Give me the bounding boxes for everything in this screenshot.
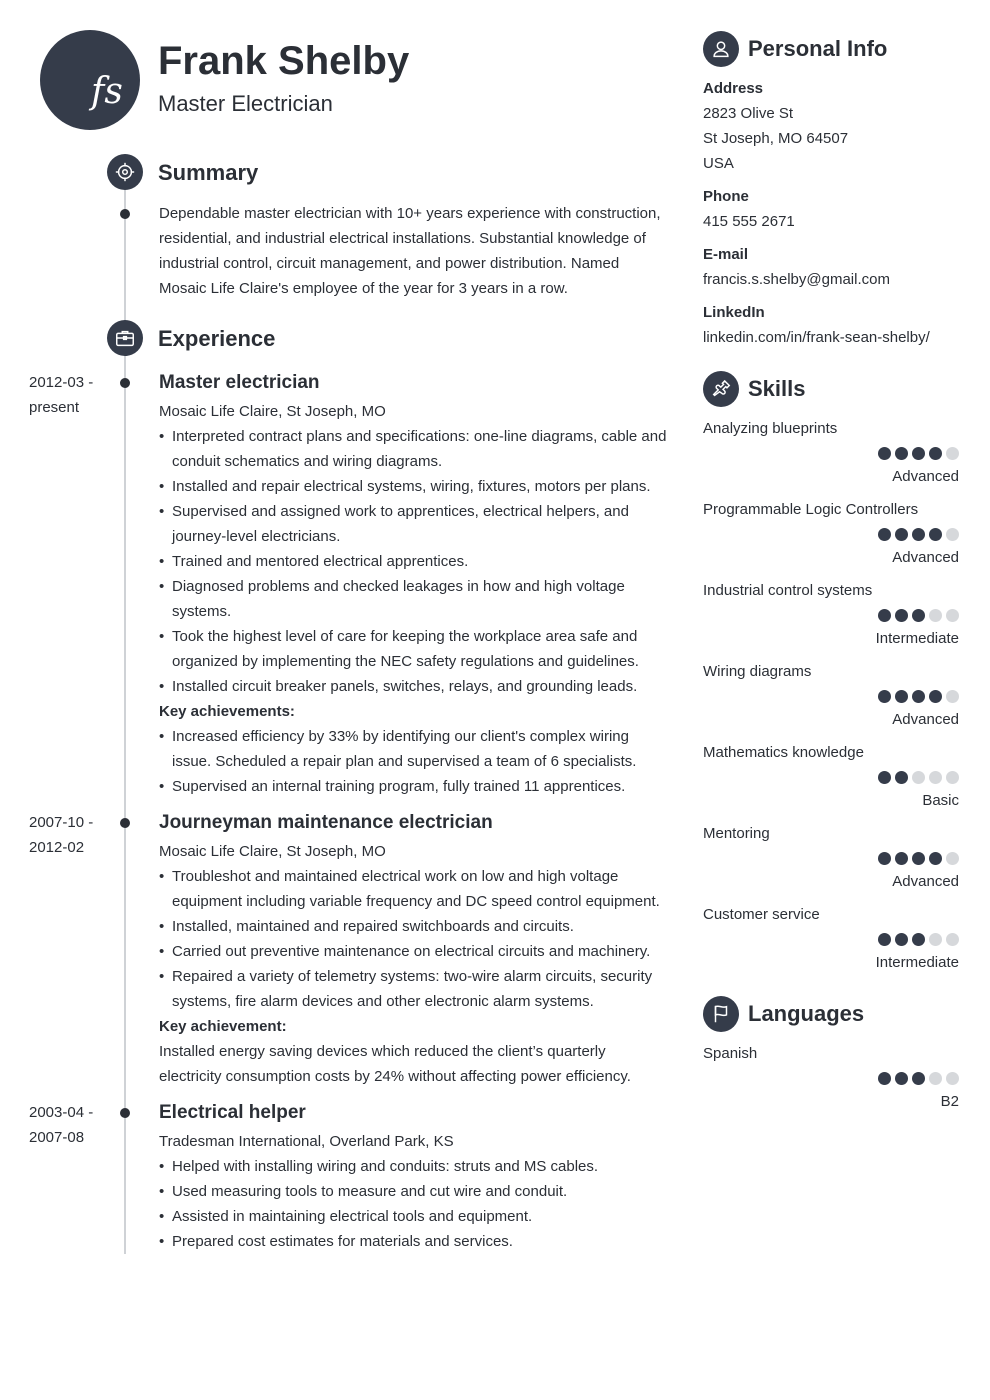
- flag-icon: [703, 996, 739, 1032]
- timeline-dot: [120, 818, 130, 828]
- rating-dot-empty: [912, 771, 925, 784]
- rating-dots: [878, 852, 959, 865]
- monogram-text: fs: [91, 71, 123, 112]
- job-bullets: [159, 1154, 669, 1254]
- rating-dot-filled: [895, 609, 908, 622]
- rating-dot-filled: [912, 1072, 925, 1085]
- list-item: • Installed circuit breaker panels, switches, relays, and grounding leads.: [159, 674, 669, 699]
- rating-dot-empty: [929, 771, 942, 784]
- key-achievement-heading: Key achievement:: [159, 1018, 287, 1035]
- rating-dot-empty: [946, 933, 959, 946]
- languages-heading: Languages: [748, 1001, 865, 1026]
- rating-dot-filled: [895, 1072, 908, 1085]
- rating-dot-empty: [929, 609, 942, 622]
- personal-info-heading: Personal Info: [748, 36, 888, 61]
- rating-name: Customer service: [703, 906, 820, 923]
- skills-heading: Skills: [748, 376, 806, 401]
- rating-dot-empty: [946, 690, 959, 703]
- list-item: • Installed and repair electrical systems, wiring, fixtures, motors per plans.: [159, 474, 669, 499]
- list-item: • Increased efficiency by 33% by identifying our client's complex wiring issue. Scheduled a repair plan and supervised a team of 6 specialists.: [159, 724, 669, 774]
- rating-dot-filled: [895, 852, 908, 865]
- rating-dots: [878, 771, 959, 784]
- rating-dot-empty: [929, 1072, 942, 1085]
- list-item: • Supervised and assigned work to apprentices, electrical helpers, and journey-level electricians.: [159, 499, 669, 549]
- rating-dots: [878, 447, 959, 460]
- job-company: Mosaic Life Claire, St Joseph, MO: [159, 403, 386, 420]
- timeline-dot: [120, 209, 130, 219]
- email-label: E-mail: [703, 246, 749, 263]
- rating-level: Intermediate: [875, 954, 959, 971]
- address-label: Address: [703, 80, 764, 97]
- rating-level: Advanced: [892, 711, 959, 728]
- job-company: Mosaic Life Claire, St Joseph, MO: [159, 843, 386, 860]
- summary-heading: Summary: [158, 160, 259, 185]
- job-company: Tradesman International, Overland Park, KS: [159, 1133, 454, 1150]
- job-date-end: 2012-02: [29, 839, 85, 856]
- avatar-monogram: [40, 30, 140, 130]
- rating-dot-filled: [912, 852, 925, 865]
- rating-dot-filled: [929, 528, 942, 541]
- rating-dot-filled: [878, 528, 891, 541]
- rating-dot-empty: [946, 852, 959, 865]
- rating-dot-empty: [946, 771, 959, 784]
- rating-dots: [878, 528, 959, 541]
- rating-dot-filled: [912, 690, 925, 703]
- list-item: • Helped with installing wiring and conduits: struts and MS cables.: [159, 1154, 669, 1179]
- rating-dot-filled: [929, 852, 942, 865]
- list-item: • Repaired a variety of telemetry systems: two-wire alarm circuits, security systems, fire alarm devices and other electronic alarm systems.: [159, 964, 669, 1014]
- rating-level: Advanced: [892, 873, 959, 890]
- rating-dot-filled: [878, 771, 891, 784]
- linkedin-label: LinkedIn: [703, 304, 765, 321]
- job-entry: [159, 810, 669, 1089]
- job-date: [29, 1100, 119, 1150]
- list-item: • Supervised an internal training program, fully trained 11 apprentices.: [159, 774, 669, 799]
- rating-dots: [878, 933, 959, 946]
- list-item: • Trained and mentored electrical apprentices.: [159, 549, 669, 574]
- rating-dot-empty: [946, 609, 959, 622]
- list-item: • Took the highest level of care for keeping the workplace area safe and organized by implementing the NEC safety regulations and guidelines.: [159, 624, 669, 674]
- rating-dot-filled: [912, 528, 925, 541]
- phone-label: Phone: [703, 188, 749, 205]
- summary-text: Dependable master electrician with 10+ years experience with construction, residential, and industrial electrical installations. Substantial knowledge of industrial control, circuit management, and power distribution. Named Mosaic Life Claire's employee of the year for 3 years in a row.: [159, 205, 661, 297]
- rating-dots: [878, 1072, 959, 1085]
- rating-dot-filled: [878, 447, 891, 460]
- job-bullets: [159, 424, 669, 699]
- candidate-title: Master Electrician: [158, 91, 333, 116]
- linkedin-link[interactable]: linkedin.com/in/frank-sean-shelby/: [703, 329, 930, 346]
- rating-dot-filled: [912, 609, 925, 622]
- rating-name: Industrial control systems: [703, 582, 873, 599]
- job-title: Journeyman maintenance electrician: [159, 812, 493, 833]
- rating-name: Spanish: [703, 1045, 758, 1062]
- rating-dot-filled: [912, 933, 925, 946]
- rating-dot-filled: [878, 933, 891, 946]
- key-achievement-text: Installed energy saving devices which reduced the client’s quarterly electricity consumption costs by 24% without affecting power efficiency.: [159, 1043, 631, 1085]
- rating-dot-filled: [878, 1072, 891, 1085]
- job-title: Electrical helper: [159, 1102, 306, 1123]
- rating-dot-filled: [929, 690, 942, 703]
- rating-dots: [878, 609, 959, 622]
- rating-name: Programmable Logic Controllers: [703, 501, 919, 518]
- rating-name: Analyzing blueprints: [703, 420, 838, 437]
- rating-level: B2: [940, 1093, 959, 1110]
- job-entry: [159, 370, 669, 799]
- list-item: • Assisted in maintaining electrical tools and equipment.: [159, 1204, 669, 1229]
- key-achievements: [159, 724, 669, 799]
- job-date: [29, 810, 119, 860]
- list-item: • Carried out preventive maintenance on electrical circuits and machinery.: [159, 939, 669, 964]
- rating-dot-filled: [895, 447, 908, 460]
- job-date: [29, 370, 119, 420]
- rating-dot-filled: [878, 852, 891, 865]
- rating-dot-empty: [946, 1072, 959, 1085]
- list-item: • Diagnosed problems and checked leakages in how and high voltage systems.: [159, 574, 669, 624]
- rating-dot-filled: [895, 528, 908, 541]
- rating-level: Basic: [922, 792, 959, 809]
- rating-dot-filled: [912, 447, 925, 460]
- rating-name: Mentoring: [703, 825, 770, 842]
- list-item: • Prepared cost estimates for materials and services.: [159, 1229, 669, 1254]
- rating-dot-filled: [895, 690, 908, 703]
- job-date-start: 2012-03 -: [29, 374, 94, 391]
- rating-level: Advanced: [892, 549, 959, 566]
- timeline-dot: [120, 378, 130, 388]
- rating-level: Advanced: [892, 468, 959, 485]
- rating-dot-filled: [895, 771, 908, 784]
- job-bullets: [159, 864, 669, 1014]
- rating-name: Wiring diagrams: [703, 663, 812, 680]
- job-date-start: 2007-10 -: [29, 814, 94, 831]
- job-title: Master electrician: [159, 372, 320, 393]
- target-icon: [107, 154, 143, 190]
- user-icon: [703, 31, 739, 67]
- job-date-end: present: [29, 399, 80, 416]
- experience-heading: Experience: [158, 326, 276, 351]
- rating-dot-filled: [878, 609, 891, 622]
- rating-dot-empty: [946, 447, 959, 460]
- rating-dot-empty: [929, 933, 942, 946]
- puzzle-icon: [703, 371, 739, 407]
- rating-dots: [878, 690, 959, 703]
- address-line: USA: [703, 155, 734, 172]
- list-item: • Installed, maintained and repaired switchboards and circuits.: [159, 914, 669, 939]
- timeline-dot: [120, 1108, 130, 1118]
- email-link[interactable]: francis.s.shelby@gmail.com: [703, 271, 890, 288]
- rating-dot-filled: [895, 933, 908, 946]
- job-entry: [159, 1100, 669, 1254]
- list-item: • Interpreted contract plans and specifications: one-line diagrams, cable and conduit schematics and wiring diagrams.: [159, 424, 669, 474]
- candidate-name: Frank Shelby: [158, 39, 410, 83]
- rating-dot-filled: [878, 690, 891, 703]
- phone-value: 415 555 2671: [703, 213, 795, 230]
- job-date-end: 2007-08: [29, 1129, 85, 1146]
- rating-level: Intermediate: [875, 630, 959, 647]
- key-achievements-heading: Key achievements:: [159, 703, 295, 720]
- list-item: • Used measuring tools to measure and cut wire and conduit.: [159, 1179, 669, 1204]
- briefcase-icon: [107, 320, 143, 356]
- rating-name: Mathematics knowledge: [703, 744, 864, 761]
- list-item: • Troubleshot and maintained electrical work on low and high voltage equipment including variable frequency and DC speed control equipment.: [159, 864, 669, 914]
- job-date-start: 2003-04 -: [29, 1104, 94, 1121]
- address-line: 2823 Olive St: [703, 105, 794, 122]
- rating-dot-filled: [929, 447, 942, 460]
- rating-dot-empty: [946, 528, 959, 541]
- address-line: St Joseph, MO 64507: [703, 130, 849, 147]
